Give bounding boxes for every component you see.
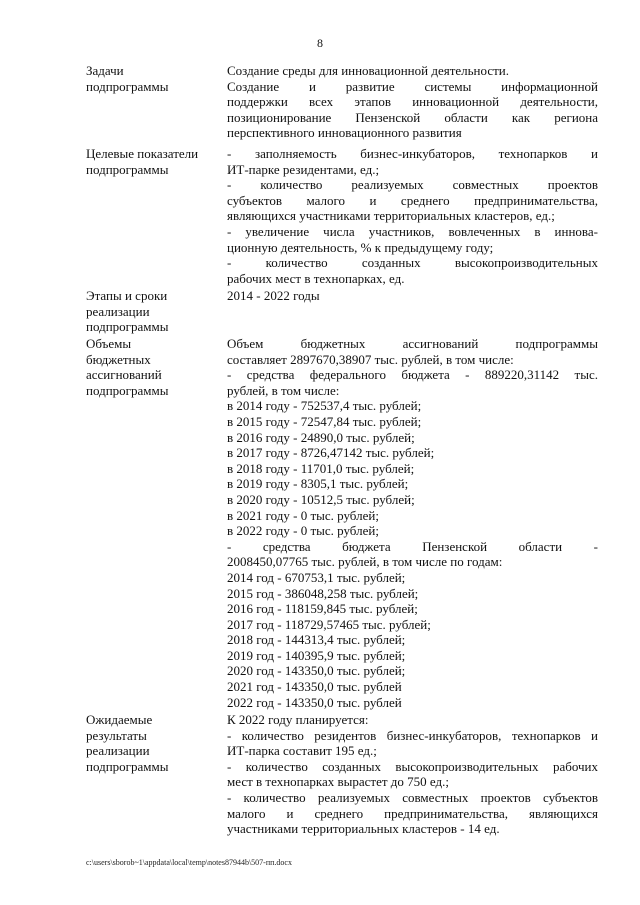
passport-row (86, 336, 600, 710)
value-line: 2017 год - 118729,57465 тыс. рублей; (227, 616, 431, 632)
value-line: 2019 год - 140395,9 тыс. рублей; (227, 647, 406, 663)
row-value (227, 712, 598, 837)
value-line: в 2018 году - 11701,0 тыс. рублей; (227, 460, 415, 476)
file-path-footer: c:\users\sborob~1\appdata\local\temp\notes87944b\507-пп.docx (86, 858, 292, 867)
page-number: 8 (317, 36, 323, 50)
label-line: подпрограммы (86, 382, 169, 398)
row-label (86, 336, 227, 710)
value-line: - средства бюджета Пензенской области - (227, 538, 598, 554)
value-line: перспективного инновационного развития (227, 125, 462, 141)
row-label (86, 712, 227, 837)
value-line: - увеличение числа участников, вовлеченных в иннова- (227, 223, 598, 239)
label-line: подпрограммы (86, 758, 169, 774)
value-line: в 2014 году - 752537,4 тыс. рублей; (227, 398, 422, 414)
value-line: 2022 год - 143350,0 тыс. рублей (227, 694, 402, 710)
value-line: в 2020 году - 10512,5 тыс. рублей; (227, 491, 415, 507)
value-line: - количество реализуемых совместных проектов (227, 177, 598, 193)
value-line: - количество резидентов бизнес-инкубаторов, технопарков и (227, 727, 598, 743)
value-line: малого и среднего предпринимательства, являющихся (227, 805, 598, 821)
row-value (227, 63, 598, 141)
label-line: Объемы (86, 336, 132, 351)
row-value (227, 146, 598, 286)
value-line: К 2022 году планируется: (227, 712, 369, 727)
value-line: 2020 год - 143350,0 тыс. рублей; (227, 663, 406, 679)
value-line: - количество созданных высокопроизводительных (227, 255, 598, 271)
label-line: бюджетных (86, 351, 151, 367)
label-line: подпрограммы (86, 161, 169, 177)
value-line: ИТ-парка составит 195 ед.; (227, 743, 377, 759)
value-line: - заполняемость бизнес-инкубаторов, технопарков и (227, 146, 598, 161)
label-line: подпрограммы (86, 78, 169, 94)
value-line: 2018 год - 144313,4 тыс. рублей; (227, 632, 406, 648)
value-line: мест в технопарках вырастет до 750 ед.; (227, 774, 449, 790)
value-line: Объем бюджетных ассигнований подпрограммы (227, 336, 598, 351)
value-line: 2016 год - 118159,845 тыс. рублей; (227, 601, 418, 617)
value-line: в 2022 году - 0 тыс. рублей; (227, 523, 379, 539)
value-line: ИТ-парке резидентами, ед.; (227, 161, 380, 177)
value-line: в 2015 году - 72547,84 тыс. рублей; (227, 413, 422, 429)
row-value (227, 336, 598, 710)
value-line: субъектов малого и среднего предпринимательства, (227, 192, 598, 208)
value-line: - средства федерального бюджета - 889220,31142 тыс. (227, 367, 598, 383)
value-line: ционную деятельность, % к предыдущему году; (227, 239, 494, 255)
value-line: 2021 год - 143350,0 тыс. рублей (227, 679, 402, 695)
value-line: рублей, в том числе: (227, 382, 340, 398)
passport-row (86, 63, 600, 141)
passport-row (86, 146, 600, 286)
value-line: - количество созданных высокопроизводительных рабочих (227, 758, 598, 774)
row-label (86, 146, 227, 286)
passport-row (86, 288, 600, 335)
label-line: подпрограммы (86, 319, 169, 335)
label-line: ассигнований (86, 367, 162, 383)
value-line: 2014 - 2022 годы (227, 288, 320, 303)
row-label (86, 288, 227, 335)
label-line: Целевые показатели (86, 146, 199, 161)
passport-row (86, 712, 600, 837)
label-line: реализации (86, 743, 150, 759)
value-line: 2015 год - 386048,258 тыс. рублей; (227, 585, 419, 601)
row-value (227, 288, 598, 335)
value-line: 2008450,07765 тыс. рублей, в том числе по годам: (227, 554, 503, 570)
value-line: 2014 год - 670753,1 тыс. рублей; (227, 569, 406, 585)
value-line: в 2017 году - 8726,47142 тыс. рублей; (227, 445, 435, 461)
label-line: результаты (86, 727, 147, 743)
value-line: рабочих мест в технопарках, ед. (227, 270, 405, 286)
label-line: Задачи (86, 63, 124, 78)
label-line: реализации (86, 303, 150, 319)
row-label (86, 63, 227, 141)
value-line: в 2019 году - 8305,1 тыс. рублей; (227, 476, 409, 492)
value-line: поддержки всех этапов инновационной деятельности, (227, 94, 598, 110)
value-line: Создание и развитие системы информационной (227, 78, 598, 94)
value-line: позиционирование Пензенской области как региона (227, 109, 598, 125)
label-line: Ожидаемые (86, 712, 153, 727)
label-line: Этапы и сроки (86, 288, 168, 303)
value-line: Создание среды для инновационной деятельности. (227, 63, 510, 78)
value-line: являющихся участниками территориальных кластеров, ед.; (227, 208, 555, 224)
value-line: составляет 2897670,38907 тыс. рублей, в том числе: (227, 351, 514, 367)
value-line: участниками территориальных кластеров - 14 ед. (227, 821, 500, 837)
value-line: в 2016 году - 24890,0 тыс. рублей; (227, 429, 415, 445)
value-line: - количество реализуемых совместных проектов субъектов (227, 789, 598, 805)
value-line: в 2021 году - 0 тыс. рублей; (227, 507, 379, 523)
